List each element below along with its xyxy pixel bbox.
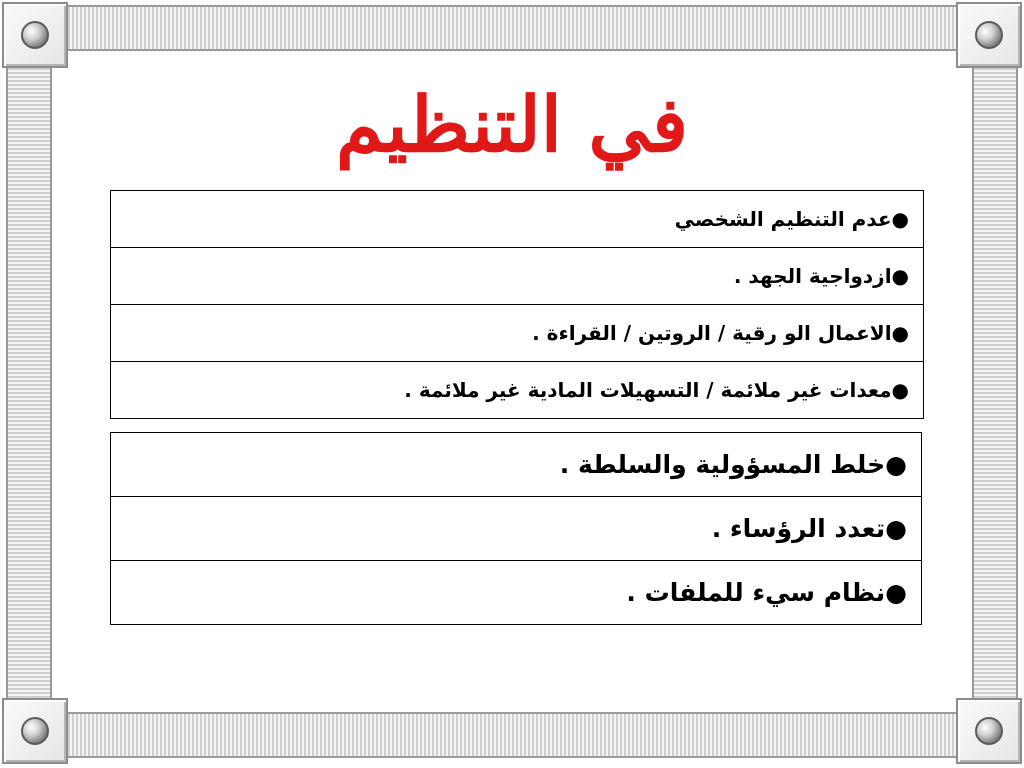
problems-table-1: [110, 190, 924, 419]
table-row: [111, 248, 924, 305]
row-text: تعدد الرؤساء .: [711, 514, 886, 543]
frame-corner-top-right: [956, 2, 1022, 68]
row-text: ازدواجية الجهد .: [733, 264, 892, 288]
bullet-icon: ●: [891, 321, 909, 345]
bullet-icon: ●: [891, 378, 909, 402]
table-cell: [111, 305, 924, 362]
rivet-knob-icon: [21, 717, 49, 745]
row-text: معدات غير ملائمة / التسهيلات المادية غير ملائمة .: [404, 378, 892, 402]
row-text: عدم التنظيم الشخصي: [674, 207, 892, 231]
bullet-icon: ●: [885, 514, 907, 543]
frame-corner-bottom-left: [2, 698, 68, 764]
table-cell: [111, 362, 924, 419]
row-text: نظام سيء للملفات .: [626, 578, 886, 607]
bullet-icon: ●: [885, 450, 907, 479]
table-cell: [111, 248, 924, 305]
frame-right-bar: [972, 66, 1018, 702]
table-row: [111, 561, 922, 625]
row-text: خلط المسؤولية والسلطة .: [559, 450, 886, 479]
frame-corner-bottom-right: [956, 698, 1022, 764]
bullet-icon: ●: [885, 578, 907, 607]
problems-table-2: [110, 432, 922, 625]
slide-title: في التنظيم: [335, 80, 689, 169]
table-row: [111, 433, 922, 497]
table-cell: [111, 497, 922, 561]
table-cell: [111, 191, 924, 248]
frame-left-bar: [6, 66, 52, 702]
bullet-icon: ●: [891, 207, 909, 231]
rivet-knob-icon: [975, 717, 1003, 745]
table-row: [111, 191, 924, 248]
bullet-icon: ●: [891, 264, 909, 288]
table-cell: [111, 561, 922, 625]
table-row: [111, 362, 924, 419]
frame-top-bar: [68, 5, 956, 51]
row-text: الاعمال الو رقية / الروتين / القراءة .: [532, 321, 892, 345]
table-row: [111, 305, 924, 362]
table-row: [111, 497, 922, 561]
frame-bottom-bar: [68, 712, 956, 758]
rivet-knob-icon: [975, 21, 1003, 49]
rivet-knob-icon: [21, 21, 49, 49]
table-cell: [111, 433, 922, 497]
frame-corner-top-left: [2, 2, 68, 68]
